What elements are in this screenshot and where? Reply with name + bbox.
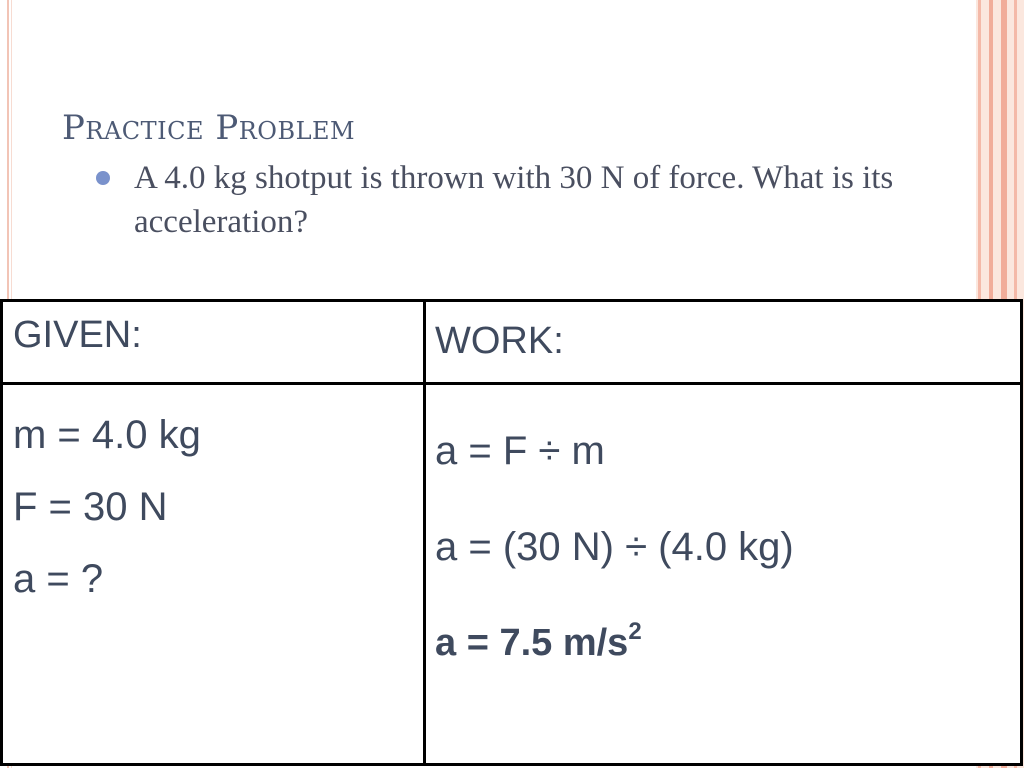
work-result-text: a = 7.5 m/s (435, 622, 629, 664)
work-header: WORK: (425, 301, 1022, 384)
table-body-row (2, 384, 1022, 765)
work-result-exponent: 2 (628, 618, 642, 645)
given-force: F = 30 N (13, 485, 168, 529)
given-work-table-container (0, 299, 1024, 768)
bullet-item (96, 156, 976, 244)
slide-title: Practice Problem (62, 108, 356, 148)
given-acceleration: a = ? (13, 557, 104, 601)
given-work-table (0, 299, 1023, 766)
work-cell (425, 384, 1022, 765)
work-formula: a = F ÷ m (435, 429, 605, 473)
work-result (435, 595, 1020, 691)
work-substitution: a = (30 N) ÷ (4.0 kg) (435, 525, 794, 569)
given-mass: m = 4.0 kg (13, 413, 201, 457)
problem-text: A 4.0 kg shotput is thrown with 30 N of force. What is its acceleration? (134, 160, 894, 240)
bullet-dot-icon (96, 171, 110, 185)
table-header-row (2, 301, 1022, 384)
given-header: GIVEN: (2, 301, 425, 384)
given-cell (2, 384, 425, 765)
